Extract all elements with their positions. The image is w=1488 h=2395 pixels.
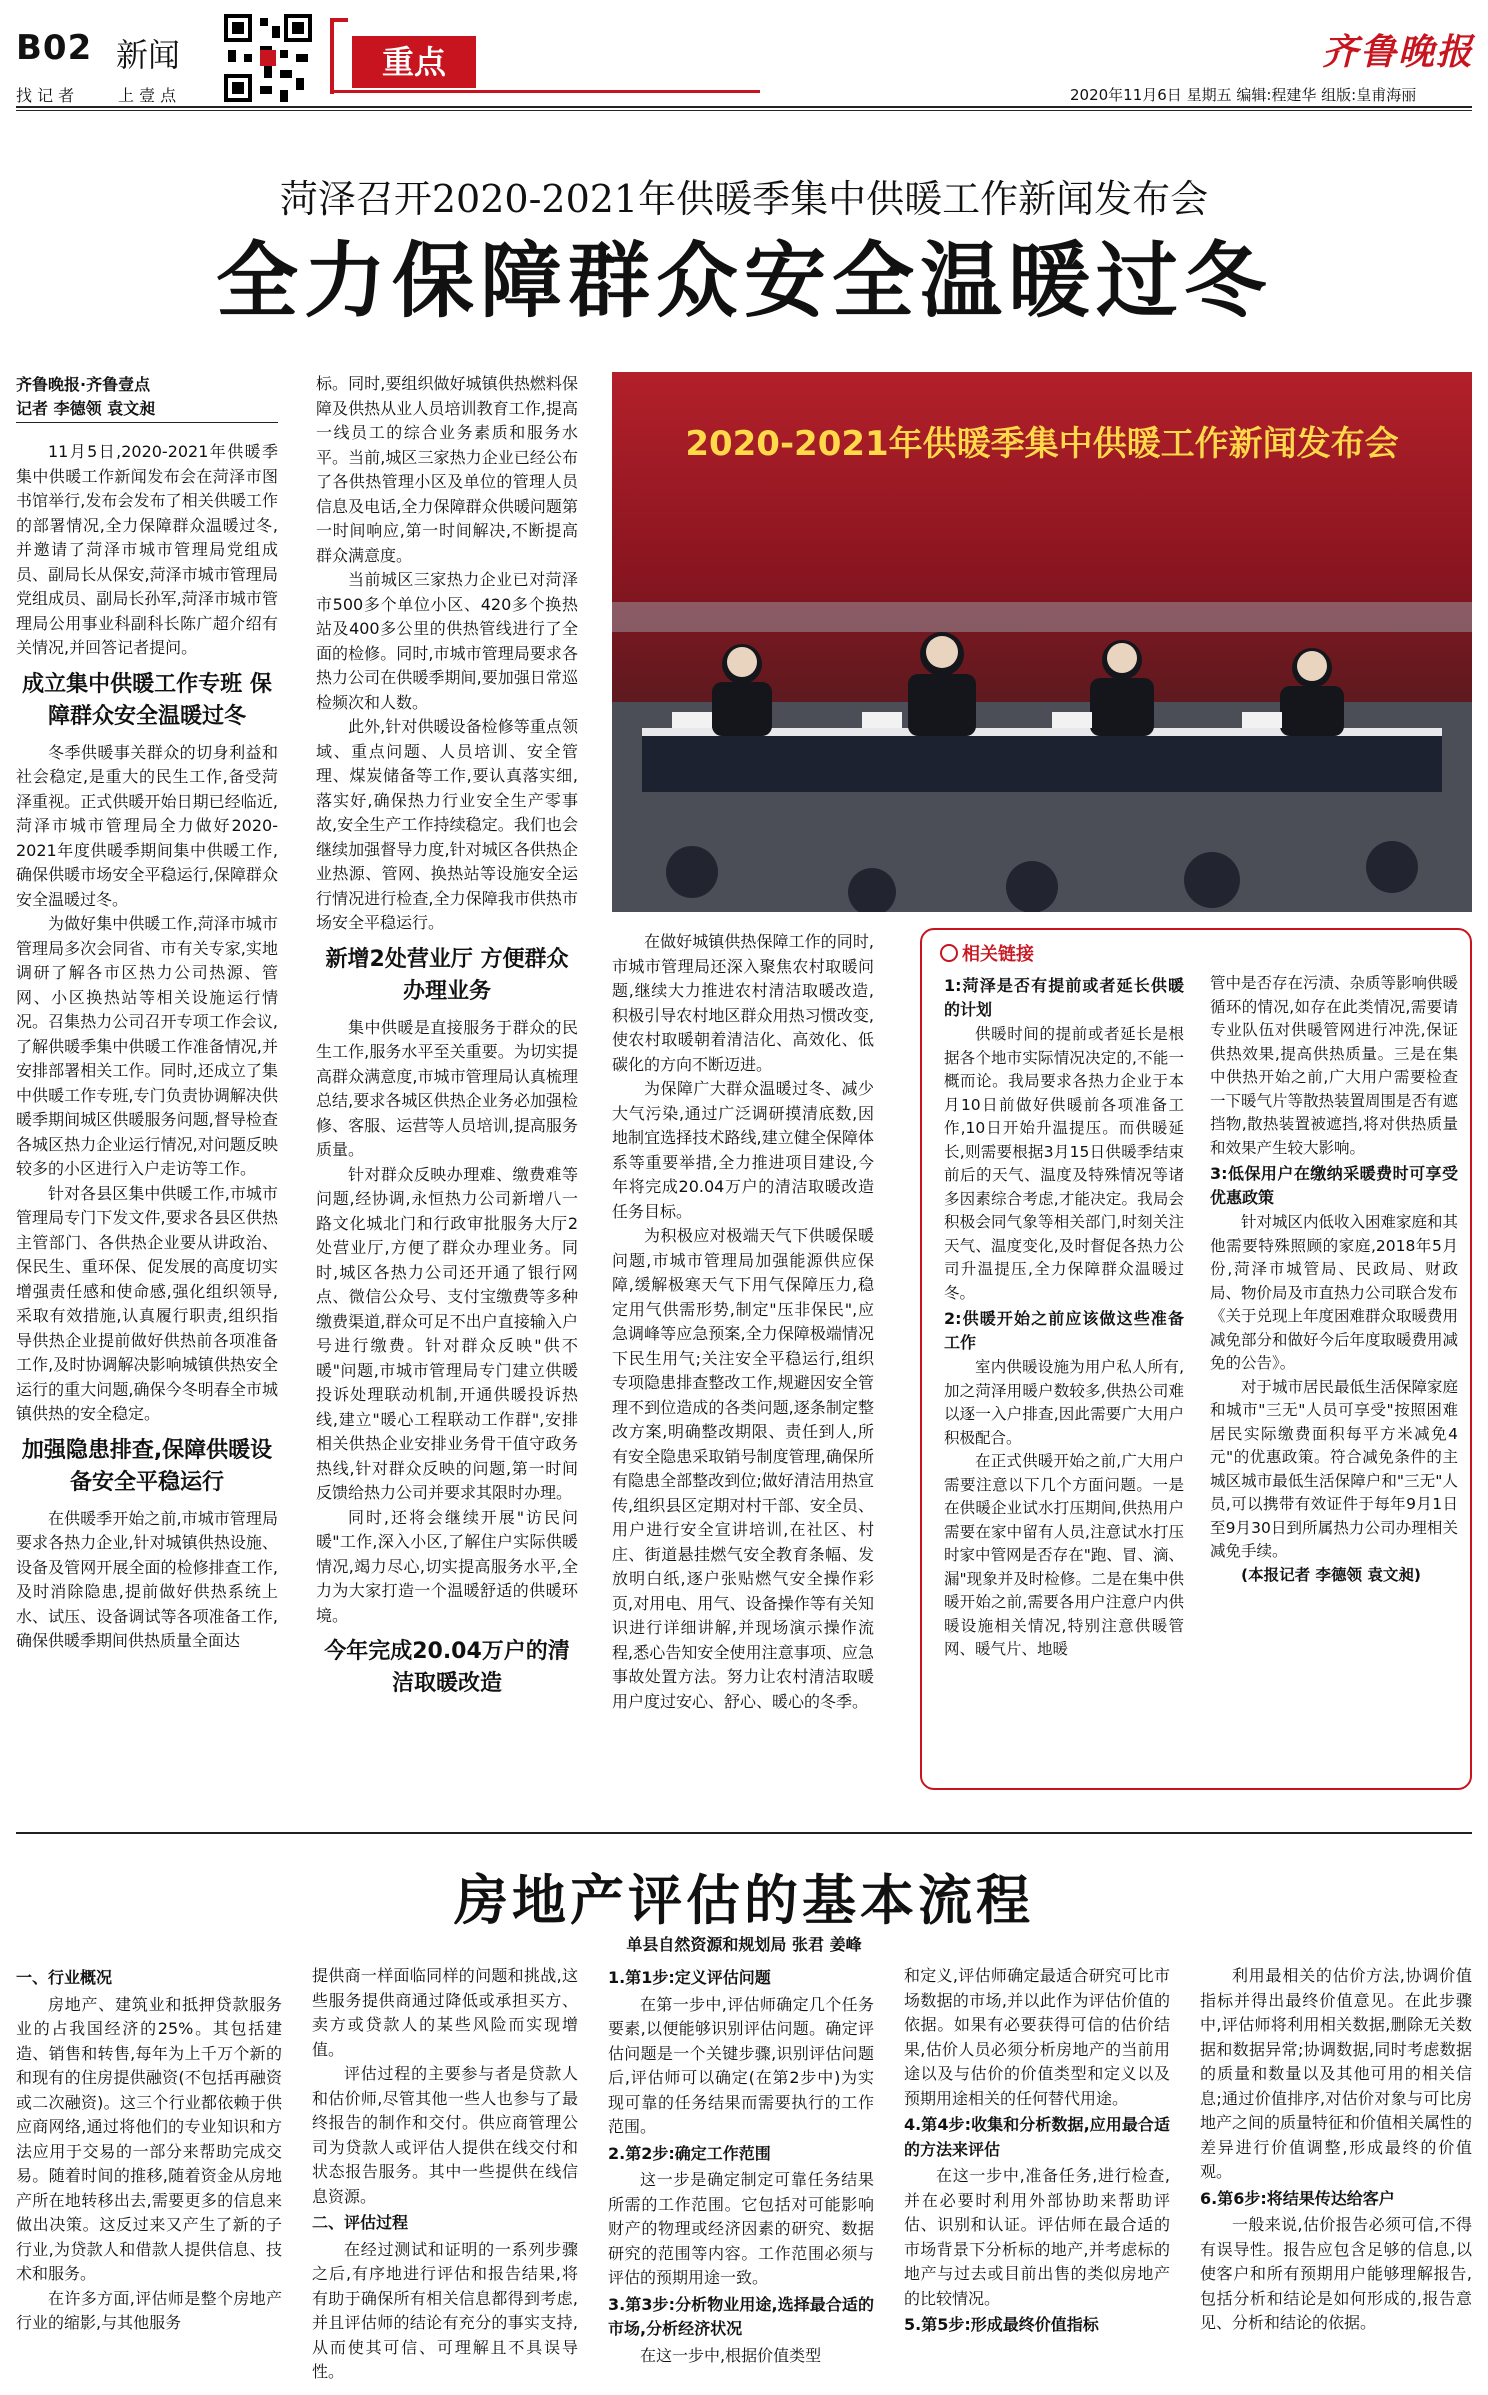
header-rule-2	[16, 110, 1472, 111]
article2-column-3	[608, 1964, 874, 2384]
article-separator	[16, 1832, 1472, 1834]
header-rule	[16, 106, 1472, 108]
article2-author: 单县自然资源和规划局 张君 姜峰	[626, 1935, 862, 1954]
links-byline: (本报记者 李德领 袁文昶)	[1241, 1565, 1421, 1584]
section-heading: 成立集中供暖工作专班 保障群众安全温暖过冬	[22, 671, 272, 729]
section-tag: 重点	[352, 36, 476, 88]
paragraph: 为保障广大群众温暖过冬、减少大气污染,通过广泛调研摸清底数,因地制宜选择技术路线,建立健全保障体系等重要举措,全力推进项目建设,今年将完成20.04万户的清洁取暖改造任务目标。	[612, 1079, 874, 1221]
section-heading: 加强隐患排查,保障供暖设备安全平稳运行	[21, 1437, 273, 1495]
paragraph: 在这一步中,准备任务,进行检查,并在必要时利用外部协助来帮助评估、识别和认证。评估师在最合适的市场背景下分析标的地产,并考虑标的地产与过去或目前出售的类似房地产的比较情况。	[904, 2166, 1170, 2308]
section-heading: 4.第4步:收集和分析数据,应用最合适的方法来评估	[904, 2115, 1170, 2159]
article1-headline: 全力保障群众安全温暖过冬	[215, 234, 1272, 329]
link-circle-icon	[940, 944, 958, 962]
section-heading: 6.第6步:将结果传达给客户	[1200, 2188, 1395, 2208]
qa-answer: 供暖时间的提前或者延长是根据各个地市实际情况决定的,不能一概而论。我局要求各热力企业于本月10日前做好供暖前各项准备工作,10日开始升温提压。而供暖延长,则需要根据3月15日供暖季结束前后的天气、温度及特殊情况等诸多因素综合考虑,才能决定。我局会积极会同气象等相关部门,时刻关注天气、温度变化,及时督促各热力公司升温提压,全力保障群众温暖过冬。	[944, 1025, 1184, 1302]
paragraph: 在第一步中,评估师确定几个任务要素,以便能够识别评估问题。确定评估问题是一个关键步骤,识别评估问题后,评估师可以确定(在第2步中)为实现可靠的任务结果而需要执行的工作范围。	[608, 1994, 874, 2136]
article1-reporters: 记者 李德领 袁文昶	[16, 399, 156, 418]
paragraph: 针对各县区集中供暖工作,市城市管理局专门下发文件,要求各县区供热主管部门、各供热企业要从讲政治、保民生、重环保、促发展的高度切实增强责任感和使命感,强化组织领导,采取有效措施,认真履行职责,组织指导供热企业提前做好供热前各项准备工作,及时协调解决影响城镇供热安全运行的重大问题,确保今冬明春全市城镇供热的安全稳定。	[16, 1183, 278, 1423]
qa-question: 3:低保用户在缴纳采暖费时可享受优惠政策	[1210, 1164, 1458, 1207]
related-links-title: 相关链接	[940, 940, 1034, 966]
paragraph: 当前城区三家热力企业已对菏泽市500多个单位小区、420多个换热站及400多公里的供热管线进行了全面的检修。同时,市城市管理局要求各热力公司在供暖季期间,要加强日常巡检频次和人数。	[316, 570, 578, 712]
date-line: 2020年11月6日 星期五 编辑:程建华 组版:皇甫海丽	[1070, 86, 1417, 104]
section-heading: 今年完成20.04万户的清洁取暖改造	[324, 1639, 570, 1696]
qa-question: 2:供暖开始之前应该做这些准备工作	[944, 1309, 1184, 1352]
qa-answer: 室内供暖设施为用户私人所有,加之菏泽用暖户数较多,供热公司难以逐一入户排查,因此需要广大用户积极配合。	[944, 1358, 1184, 1447]
qa-answer: 在正式供暖开始之前,广大用户需要注意以下几个方面问题。一是在供暖企业试水打压期间,供热用户需要在家中留有人员,注意试水打压时家中管网是否存在"跑、冒、滴、漏"现象并及时检修。二是在集中供暖开始之前,需要各用户注意户内供暖设施相关情况,特别注意供暖管网、暖气片、地暖	[944, 1452, 1184, 1658]
paragraph: 在这一步中,根据价值类型	[640, 2345, 822, 2365]
related-links-col-2	[1210, 972, 1458, 1780]
byline-rule	[16, 422, 278, 423]
qa-answer: 管中是否存在污渍、杂质等影响供暖循环的情况,如存在此类情况,需要请专业队伍对供暖管网进行冲洗,保证供热效果,提高供热质量。三是在集中供热开始之前,广大用户需要检查一下暖气片等散热装置周围是否有遮挡物,散热装置被遮挡,将对供热质量和效果产生较大影响。	[1210, 974, 1458, 1157]
article2-column-1	[16, 1964, 282, 2384]
photo-banner-text: 2020-2021年供暖季集中供暖工作新闻发布会	[685, 424, 1399, 464]
paragraph: 冬季供暖事关群众的切身利益和社会稳定,是重大的民生工作,备受菏泽重视。正式供暖开始日期已经临近,菏泽市城市管理局全力做好2020-2021年度供暖季期间集中供暖工作,确保供暖市场安全平稳运行,保障群众安全温暖过冬。	[16, 742, 278, 909]
paragraph: 同时,还将会继续开展"访民问暖"工作,深入小区,了解住户实际供暖情况,竭力尽心,切实提高服务水平,全力为大家打造一个温暖舒适的供暖环境。	[316, 1507, 578, 1625]
article2-column-4	[904, 1964, 1170, 2384]
paragraph: 这一步是确定制定可靠任务结果所需的工作范围。它包括对可能影响财产的物理或经济因素的研究、数据研究的范围等内容。工作范围必须与评估的预期用途一致。	[608, 2170, 874, 2287]
section-heading: 3.第3步:分析物业用途,选择最合适的市场,分析经济状况	[608, 2294, 874, 2338]
paragraph: 在经过测试和证明的一系列步骤之后,有序地进行评估和报告结果,将有助于确保所有相关信息都得到考虑,并且评估师的结论有充分的事实支持,从而使其可信、可理解且不具误导性。	[312, 2239, 578, 2381]
tag-frame-bottom	[330, 90, 760, 93]
article1-column-2	[316, 372, 578, 1792]
article1-column-3	[612, 930, 874, 1790]
qr-code-icon[interactable]	[220, 10, 316, 106]
press-conference-photo	[612, 372, 1472, 912]
section-heading: 1.第1步:定义评估问题	[608, 1968, 771, 1987]
paragraph: 为积极应对极端天气下供暖保暖问题,市城市管理局加强能源供应保障,缓解极寒天气下用气保障压力,稳定用气供需形势,制定"压非保民",应急调峰等应急预案,全力保障极端情况下民生用气;关注安全平稳运行,组织专项隐患排查整改工作,规避因安全管理不到位造成的各类问题,逐条制定整改方案,明确整改期限、责任到人,所有安全隐患采取销号制度管理,确保所有隐患全部整改到位;做好清洁用热宣传,组织县区定期对村干部、安全员、用户进行安全宣讲培训,在社区、村庄、街道悬挂燃气安全教育条幅、发放明白纸,逐户张贴燃气安全操作彩页,对用电、用气、设备操作等有关知识进行详细讲解,并现场演示操作流程,悉心告知安全使用注意事项、应急事故处置方法。努力让农村清洁取暖用户度过安心、舒心、暖心的冬季。	[612, 1226, 874, 1711]
article2-headline: 房地产评估的基本流程	[454, 1869, 1034, 1932]
paragraph: 房地产、建筑业和抵押贷款服务业的占我国经济的25%。其包括建造、销售和转售,每年为上千万个新的和现有的住房提供融资(不包括再融资或二次融资)。这三个行业都依赖于供应商网络,通过将他们的专业知识和方法应用于交易的一部分来帮助完成交易。随着时间的推移,随着资金从房地产所在地转移出去,需要更多的信息来做出决策。这反过来又产生了新的子行业,为贷款人和借款人提供信息、技术和服务。	[16, 1994, 282, 2283]
paragraph: 在许多方面,评估师是整个房地产行业的缩影,与其他服务	[16, 2288, 282, 2332]
paragraph: 提供商一样面临同样的问题和挑战,这些服务提供商通过降低或承担买方、卖方或贷款人的某些风险而实现增值。	[312, 1966, 578, 2059]
paragraph: 为做好集中供暖工作,菏泽市城市管理局多次会同省、市有关专家,实地调研了解各市区热力公司热源、管网、小区换热站等相关设施运行情况。召集热力公司召开专项工作会议,了解供暖季集中供暖工作准备情况,并安排部署相关工作。同时,还成立了集中供暖工作专班,专门负责协调解决供暖季期间城区供暖服务问题,督导检查各城区热力企业运行情况,对问题反映较多的小区进行入户走访等工作。	[16, 914, 278, 1178]
paragraph: 一般来说,估价报告必须可信,不得有误导性。报告应包含足够的信息,以使客户和所有预期用户能够理解报告,包括分析和结论是如何形成的,报告意见、分析和结论的依据。	[1200, 2215, 1472, 2332]
article1-column-1	[16, 440, 278, 1830]
section-heading: 二、评估过程	[312, 2213, 409, 2232]
paragraph: 集中供暖是直接服务于群众的民生工作,服务水平至关重要。为切实提高群众满意度,市城市管理局认真梳理总结,要求各城区供热企业务必加强检修、客服、运营等人员培训,提高服务质量。	[316, 1017, 578, 1159]
section-heading: 2.第2步:确定工作范围	[608, 2143, 771, 2163]
slogan-left: 找 记 者	[16, 86, 75, 105]
article1-subhead: 菏泽召开2020-2021年供暖季集中供暖工作新闻发布会	[279, 177, 1209, 221]
article2-column-2	[312, 1964, 578, 2384]
paragraph: 11月5日,2020-2021年供暖季集中供暖工作新闻发布会在菏泽市图书馆举行,发布会发布了相关供暖工作的部署情况,全力保障群众温暖过冬,并邀请了菏泽市城市管理局党组成员、副局长从保安,菏泽市城市管理局党组成员、副局长孙军,菏泽市城市管理局公用事业科副科长陈广超介绍有关情况,并回答记者提问。	[16, 442, 278, 657]
brand-logo: 齐鲁晚报	[1322, 31, 1475, 73]
tag-frame	[330, 18, 348, 94]
qa-answer: 针对城区内低收入困难家庭和其他需要特殊照顾的家庭,2018年5月份,菏泽市城管局、民政局、财政局、物价局及市直热力公司联合发布《关于兑现上年度困难群众取暖费用减免部分和做好今后年度取暖费用减免的公告》。	[1210, 1213, 1458, 1372]
paragraph: 标。同时,要组织做好城镇供热燃料保障及供热从业人员培训教育工作,提高一线员工的综合业务素质和服务水平。当前,城区三家热力企业已经公布了各供热管理小区及单位的管理人员信息及电话,全力保障群众供暖问题第一时间响应,第一时间解决,不断提高群众满意度。	[316, 374, 578, 565]
paragraph: 在供暖季开始之前,市城市管理局要求各热力企业,针对城镇供热设施、设备及管网开展全面的检修排查工作,及时消除隐患,提前做好供热系统上水、试压、设备调试等各项准备工作,确保供暖季期间供热质量全面达	[16, 1508, 278, 1650]
qa-question: 1:菏泽是否有提前或者延长供暖的计划	[944, 976, 1184, 1019]
paragraph: 和定义,评估师确定最适合研究可比市场数据的市场,并以此作为评估价值的依据。如果有必要获得可信的估价结果,估价人员必须分析房地产的当前用途以及与估价的价值类型和定义以及预期用途相关的任何替代用途。	[904, 1966, 1170, 2108]
qa-answer: 对于城市居民最低生活保障家庭和城市"三无"人员可享受"按照困难居民实际缴费面积每平方米减免4元"的优惠政策。符合减免条件的主城区城市最低生活保障户和"三无"人员,可以携带有效证件于每年9月1日至9月30日到所属热力公司办理相关减免手续。	[1210, 1377, 1458, 1560]
paragraph: 评估过程的主要参与者是贷款人和估价师,尽管其他一些人也参与了最终报告的制作和交付。供应商管理公司为贷款人或评估人提供在线交付和状态报告服务。其中一些提供在线信息资源。	[312, 2064, 578, 2206]
section-heading: 新增2处营业厅 方便群众办理业务	[325, 946, 569, 1004]
section-heading: 5.第5步:形成最终价值指标	[904, 2315, 1099, 2334]
paragraph: 在做好城镇供热保障工作的同时,市城市管理局还深入聚焦农村取暖问题,继续大力推进农村清洁取暖改造,积极引导农村地区群众用热习惯改变,使农村取暖朝着清洁化、高效化、低碳化的方向不断迈进。	[612, 932, 874, 1074]
page-header	[0, 0, 1488, 118]
article1-source: 齐鲁晚报·齐鲁壹点	[16, 375, 151, 394]
related-links-col-1	[944, 972, 1184, 1780]
section-name: 新闻	[116, 36, 181, 74]
paragraph: 针对群众反映办理难、缴费难等问题,经协调,永恒热力公司新增八一路文化城北门和行政审批服务大厅2处营业厅,方便了群众办理业务。同时,城区各热力公司还开通了银行网点、微信公众号、支付宝缴费等多种缴费渠道,群众可足不出户直接输入户号进行缴费。针对群众反映"供不暖"问题,市城市管理局专门建立供暖投诉处理联动机制,开通供暖投诉热线,建立"暖心工程联动工作群",安排相关供热企业安排业务骨干值守政务热线,针对群众反映的问题,第一时间反馈给热力公司并要求其限时办理。	[316, 1164, 578, 1502]
page-number: B02	[16, 28, 93, 68]
slogan-right: 上 壹 点	[118, 86, 177, 105]
article2-column-5	[1200, 1964, 1472, 2384]
paragraph: 此外,针对供暖设备检修等重点领域、重点问题、人员培训、安全管理、煤炭储备等工作,要认真落实细,落实好,确保热力行业安全生产零事故,安全生产工作持续稳定。我们也会继续加强督导力度,针对城区各供热企业热源、管网、换热站等设施安全运行情况进行检查,全力保障我市供热市场安全平稳运行。	[316, 717, 578, 932]
section-heading: 一、行业概况	[16, 1968, 113, 1987]
paragraph: 利用最相关的估价方法,协调价值指标并得出最终价值意见。在此步骤中,评估师将利用相关数据,删除无关数据和数据异常;协调数据,同时考虑数据的质量和数量以及其他可用的相关信息;通过价值排序,对估价对象与可比房地产之间的质量特征和价值相关属性的差异进行价值调整,形成最终的价值观。	[1200, 1966, 1472, 2181]
